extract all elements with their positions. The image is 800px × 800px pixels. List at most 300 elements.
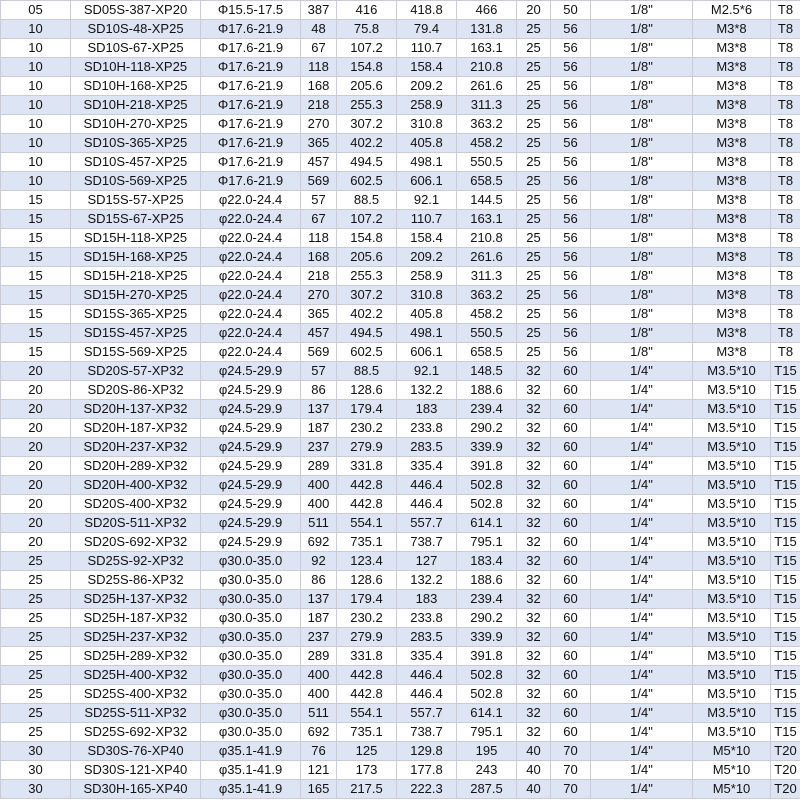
height-cell: 60 <box>551 419 591 438</box>
height-cell: 56 <box>551 305 591 324</box>
model-cell: SD20H-137-XP32 <box>71 400 201 419</box>
length-cell: 457 <box>301 153 337 172</box>
dim-b-cell: 258.9 <box>397 267 457 286</box>
dim-b-cell: 405.8 <box>397 305 457 324</box>
model-cell: SD10H-118-XP25 <box>71 58 201 77</box>
model-cell: SD20H-400-XP32 <box>71 476 201 495</box>
thread-cell: 1/4" <box>591 704 693 723</box>
screw-cell: M3.5*10 <box>693 666 771 685</box>
dim-c-cell: 391.8 <box>457 647 517 666</box>
height-cell: 56 <box>551 191 591 210</box>
torx-cell: T8 <box>771 134 800 153</box>
dim-c-cell: 239.4 <box>457 590 517 609</box>
screw-cell: M3.5*10 <box>693 552 771 571</box>
length-cell: 270 <box>301 115 337 134</box>
size-cell: 25 <box>1 552 71 571</box>
thread-cell: 1/8" <box>591 153 693 172</box>
height-cell: 60 <box>551 438 591 457</box>
table-row <box>1 761 800 780</box>
size-cell: 20 <box>1 514 71 533</box>
table-row <box>1 495 800 514</box>
width-cell: 32 <box>517 628 551 647</box>
size-cell: 10 <box>1 39 71 58</box>
torx-cell: T15 <box>771 438 800 457</box>
dim-c-cell: 614.1 <box>457 704 517 723</box>
dim-a-cell: 88.5 <box>337 191 397 210</box>
dim-c-cell: 391.8 <box>457 457 517 476</box>
dim-c-cell: 363.2 <box>457 286 517 305</box>
height-cell: 60 <box>551 476 591 495</box>
width-cell: 32 <box>517 514 551 533</box>
torx-cell: T8 <box>771 305 800 324</box>
diameter-range-cell: Φ17.6-21.9 <box>201 58 301 77</box>
width-cell: 25 <box>517 58 551 77</box>
height-cell: 60 <box>551 628 591 647</box>
dim-b-cell: 446.4 <box>397 685 457 704</box>
size-cell: 10 <box>1 58 71 77</box>
dim-a-cell: 494.5 <box>337 153 397 172</box>
dim-c-cell: 188.6 <box>457 571 517 590</box>
dim-c-cell: 311.3 <box>457 96 517 115</box>
thread-cell: 1/4" <box>591 552 693 571</box>
model-cell: SD30S-121-XP40 <box>71 761 201 780</box>
diameter-range-cell: φ24.5-29.9 <box>201 514 301 533</box>
torx-cell: T8 <box>771 172 800 191</box>
width-cell: 32 <box>517 685 551 704</box>
thread-cell: 1/8" <box>591 229 693 248</box>
diameter-range-cell: φ30.0-35.0 <box>201 628 301 647</box>
thread-cell: 1/8" <box>591 20 693 39</box>
diameter-range-cell: φ24.5-29.9 <box>201 438 301 457</box>
dim-b-cell: 177.8 <box>397 761 457 780</box>
model-cell: SD15H-218-XP25 <box>71 267 201 286</box>
width-cell: 32 <box>517 457 551 476</box>
model-cell: SD25S-511-XP32 <box>71 704 201 723</box>
table-row <box>1 324 800 343</box>
table-row <box>1 115 800 134</box>
model-cell: SD25S-400-XP32 <box>71 685 201 704</box>
screw-cell: M5*10 <box>693 761 771 780</box>
height-cell: 70 <box>551 742 591 761</box>
screw-cell: M3.5*10 <box>693 400 771 419</box>
length-cell: 511 <box>301 514 337 533</box>
size-cell: 15 <box>1 229 71 248</box>
length-cell: 121 <box>301 761 337 780</box>
table-row <box>1 343 800 362</box>
model-cell: SD10S-365-XP25 <box>71 134 201 153</box>
height-cell: 60 <box>551 362 591 381</box>
dim-a-cell: 123.4 <box>337 552 397 571</box>
dim-b-cell: 418.8 <box>397 1 457 20</box>
dim-a-cell: 205.6 <box>337 248 397 267</box>
dim-c-cell: 658.5 <box>457 172 517 191</box>
model-cell: SD25S-92-XP32 <box>71 552 201 571</box>
thread-cell: 1/4" <box>591 514 693 533</box>
dim-a-cell: 494.5 <box>337 324 397 343</box>
width-cell: 32 <box>517 381 551 400</box>
length-cell: 86 <box>301 381 337 400</box>
height-cell: 56 <box>551 286 591 305</box>
height-cell: 60 <box>551 723 591 742</box>
length-cell: 118 <box>301 229 337 248</box>
diameter-range-cell: φ30.0-35.0 <box>201 590 301 609</box>
table-row <box>1 77 800 96</box>
thread-cell: 1/8" <box>591 1 693 20</box>
size-cell: 30 <box>1 761 71 780</box>
dim-a-cell: 331.8 <box>337 647 397 666</box>
dim-a-cell: 735.1 <box>337 533 397 552</box>
dim-c-cell: 195 <box>457 742 517 761</box>
table-row <box>1 286 800 305</box>
width-cell: 40 <box>517 780 551 799</box>
size-cell: 30 <box>1 742 71 761</box>
dim-c-cell: 163.1 <box>457 210 517 229</box>
height-cell: 56 <box>551 229 591 248</box>
screw-cell: M3.5*10 <box>693 685 771 704</box>
length-cell: 400 <box>301 476 337 495</box>
torx-cell: T8 <box>771 191 800 210</box>
diameter-range-cell: φ22.0-24.4 <box>201 324 301 343</box>
dim-c-cell: 339.9 <box>457 628 517 647</box>
dim-b-cell: 335.4 <box>397 457 457 476</box>
dim-a-cell: 416 <box>337 1 397 20</box>
model-cell: SD15S-457-XP25 <box>71 324 201 343</box>
width-cell: 25 <box>517 305 551 324</box>
model-cell: SD15S-569-XP25 <box>71 343 201 362</box>
height-cell: 56 <box>551 77 591 96</box>
thread-cell: 1/4" <box>591 780 693 799</box>
screw-cell: M5*10 <box>693 742 771 761</box>
length-cell: 187 <box>301 419 337 438</box>
width-cell: 25 <box>517 115 551 134</box>
dim-a-cell: 107.2 <box>337 210 397 229</box>
height-cell: 70 <box>551 761 591 780</box>
dim-a-cell: 402.2 <box>337 134 397 153</box>
diameter-range-cell: φ24.5-29.9 <box>201 533 301 552</box>
diameter-range-cell: φ22.0-24.4 <box>201 343 301 362</box>
torx-cell: T15 <box>771 571 800 590</box>
table-row <box>1 229 800 248</box>
torx-cell: T8 <box>771 96 800 115</box>
width-cell: 25 <box>517 96 551 115</box>
dim-a-cell: 230.2 <box>337 609 397 628</box>
dim-c-cell: 131.8 <box>457 20 517 39</box>
diameter-range-cell: Φ17.6-21.9 <box>201 77 301 96</box>
width-cell: 32 <box>517 723 551 742</box>
torx-cell: T15 <box>771 628 800 647</box>
thread-cell: 1/4" <box>591 628 693 647</box>
dim-b-cell: 127 <box>397 552 457 571</box>
dim-a-cell: 442.8 <box>337 495 397 514</box>
dim-c-cell: 311.3 <box>457 267 517 286</box>
diameter-range-cell: φ30.0-35.0 <box>201 552 301 571</box>
torx-cell: T15 <box>771 514 800 533</box>
dim-a-cell: 128.6 <box>337 381 397 400</box>
dim-a-cell: 279.9 <box>337 628 397 647</box>
model-cell: SD30S-76-XP40 <box>71 742 201 761</box>
screw-cell: M3.5*10 <box>693 381 771 400</box>
dim-a-cell: 402.2 <box>337 305 397 324</box>
torx-cell: T15 <box>771 400 800 419</box>
screw-cell: M3*8 <box>693 39 771 58</box>
table-row <box>1 400 800 419</box>
diameter-range-cell: Φ17.6-21.9 <box>201 153 301 172</box>
screw-cell: M3*8 <box>693 229 771 248</box>
screw-cell: M3*8 <box>693 210 771 229</box>
thread-cell: 1/8" <box>591 115 693 134</box>
dim-a-cell: 307.2 <box>337 286 397 305</box>
dim-b-cell: 498.1 <box>397 153 457 172</box>
screw-cell: M3*8 <box>693 20 771 39</box>
height-cell: 60 <box>551 609 591 628</box>
dim-c-cell: 163.1 <box>457 39 517 58</box>
dim-c-cell: 261.6 <box>457 77 517 96</box>
torx-cell: T8 <box>771 324 800 343</box>
dim-a-cell: 75.8 <box>337 20 397 39</box>
thread-cell: 1/8" <box>591 96 693 115</box>
height-cell: 56 <box>551 210 591 229</box>
diameter-range-cell: Φ17.6-21.9 <box>201 39 301 58</box>
dim-a-cell: 217.5 <box>337 780 397 799</box>
height-cell: 60 <box>551 552 591 571</box>
length-cell: 137 <box>301 400 337 419</box>
height-cell: 60 <box>551 400 591 419</box>
table-row <box>1 571 800 590</box>
model-cell: SD25S-692-XP32 <box>71 723 201 742</box>
dim-c-cell: 290.2 <box>457 609 517 628</box>
thread-cell: 1/4" <box>591 438 693 457</box>
width-cell: 25 <box>517 153 551 172</box>
thread-cell: 1/4" <box>591 533 693 552</box>
height-cell: 60 <box>551 685 591 704</box>
dim-a-cell: 602.5 <box>337 343 397 362</box>
dim-c-cell: 795.1 <box>457 723 517 742</box>
size-cell: 10 <box>1 134 71 153</box>
width-cell: 32 <box>517 419 551 438</box>
diameter-range-cell: φ24.5-29.9 <box>201 400 301 419</box>
size-cell: 10 <box>1 77 71 96</box>
torx-cell: T15 <box>771 476 800 495</box>
dim-a-cell: 442.8 <box>337 685 397 704</box>
screw-cell: M3.5*10 <box>693 704 771 723</box>
length-cell: 187 <box>301 609 337 628</box>
dim-a-cell: 331.8 <box>337 457 397 476</box>
size-cell: 10 <box>1 115 71 134</box>
thread-cell: 1/8" <box>591 305 693 324</box>
dim-b-cell: 310.8 <box>397 115 457 134</box>
screw-cell: M3*8 <box>693 172 771 191</box>
width-cell: 25 <box>517 267 551 286</box>
torx-cell: T8 <box>771 115 800 134</box>
model-cell: SD20H-237-XP32 <box>71 438 201 457</box>
thread-cell: 1/4" <box>591 685 693 704</box>
dim-c-cell: 210.8 <box>457 229 517 248</box>
diameter-range-cell: φ22.0-24.4 <box>201 286 301 305</box>
height-cell: 56 <box>551 172 591 191</box>
size-cell: 20 <box>1 533 71 552</box>
diameter-range-cell: φ22.0-24.4 <box>201 305 301 324</box>
thread-cell: 1/4" <box>591 457 693 476</box>
width-cell: 25 <box>517 191 551 210</box>
screw-cell: M3.5*10 <box>693 362 771 381</box>
torx-cell: T15 <box>771 704 800 723</box>
width-cell: 25 <box>517 134 551 153</box>
dim-b-cell: 209.2 <box>397 248 457 267</box>
dim-a-cell: 602.5 <box>337 172 397 191</box>
model-cell: SD15H-168-XP25 <box>71 248 201 267</box>
length-cell: 57 <box>301 191 337 210</box>
diameter-range-cell: φ30.0-35.0 <box>201 704 301 723</box>
model-cell: SD10S-457-XP25 <box>71 153 201 172</box>
table-row <box>1 704 800 723</box>
torx-cell: T8 <box>771 58 800 77</box>
length-cell: 57 <box>301 362 337 381</box>
height-cell: 60 <box>551 590 591 609</box>
dim-a-cell: 107.2 <box>337 39 397 58</box>
model-cell: SD10H-270-XP25 <box>71 115 201 134</box>
size-cell: 20 <box>1 476 71 495</box>
dim-c-cell: 210.8 <box>457 58 517 77</box>
thread-cell: 1/8" <box>591 77 693 96</box>
dim-b-cell: 738.7 <box>397 723 457 742</box>
length-cell: 511 <box>301 704 337 723</box>
screw-cell: M3*8 <box>693 267 771 286</box>
diameter-range-cell: Φ17.6-21.9 <box>201 172 301 191</box>
model-cell: SD20S-400-XP32 <box>71 495 201 514</box>
width-cell: 32 <box>517 571 551 590</box>
length-cell: 165 <box>301 780 337 799</box>
model-cell: SD20S-86-XP32 <box>71 381 201 400</box>
width-cell: 32 <box>517 533 551 552</box>
screw-cell: M3.5*10 <box>693 628 771 647</box>
width-cell: 25 <box>517 324 551 343</box>
dim-a-cell: 255.3 <box>337 267 397 286</box>
thread-cell: 1/4" <box>591 609 693 628</box>
screw-cell: M3*8 <box>693 324 771 343</box>
dim-b-cell: 183 <box>397 400 457 419</box>
size-cell: 05 <box>1 1 71 20</box>
dim-c-cell: 144.5 <box>457 191 517 210</box>
torx-cell: T8 <box>771 267 800 286</box>
length-cell: 86 <box>301 571 337 590</box>
dim-c-cell: 550.5 <box>457 324 517 343</box>
screw-cell: M3.5*10 <box>693 647 771 666</box>
torx-cell: T15 <box>771 381 800 400</box>
size-cell: 20 <box>1 419 71 438</box>
dim-b-cell: 498.1 <box>397 324 457 343</box>
screw-cell: M3.5*10 <box>693 590 771 609</box>
dim-b-cell: 132.2 <box>397 381 457 400</box>
width-cell: 20 <box>517 1 551 20</box>
model-cell: SD15H-118-XP25 <box>71 229 201 248</box>
diameter-range-cell: φ35.1-41.9 <box>201 742 301 761</box>
torx-cell: T8 <box>771 39 800 58</box>
model-cell: SD20S-57-XP32 <box>71 362 201 381</box>
torx-cell: T8 <box>771 229 800 248</box>
table-row <box>1 58 800 77</box>
width-cell: 25 <box>517 77 551 96</box>
dim-c-cell: 502.8 <box>457 666 517 685</box>
diameter-range-cell: φ24.5-29.9 <box>201 362 301 381</box>
torx-cell: T20 <box>771 761 800 780</box>
height-cell: 56 <box>551 39 591 58</box>
screw-cell: M3.5*10 <box>693 723 771 742</box>
diameter-range-cell: Φ17.6-21.9 <box>201 115 301 134</box>
diameter-range-cell: φ22.0-24.4 <box>201 191 301 210</box>
size-cell: 15 <box>1 267 71 286</box>
height-cell: 60 <box>551 533 591 552</box>
torx-cell: T15 <box>771 685 800 704</box>
model-cell: SD25S-86-XP32 <box>71 571 201 590</box>
table-row <box>1 628 800 647</box>
width-cell: 32 <box>517 552 551 571</box>
screw-cell: M3.5*10 <box>693 571 771 590</box>
table-row <box>1 39 800 58</box>
width-cell: 32 <box>517 400 551 419</box>
torx-cell: T15 <box>771 723 800 742</box>
screw-cell: M3*8 <box>693 343 771 362</box>
model-cell: SD30H-165-XP40 <box>71 780 201 799</box>
width-cell: 25 <box>517 39 551 58</box>
dim-b-cell: 110.7 <box>397 210 457 229</box>
width-cell: 25 <box>517 229 551 248</box>
thread-cell: 1/8" <box>591 134 693 153</box>
diameter-range-cell: φ35.1-41.9 <box>201 761 301 780</box>
table-row <box>1 552 800 571</box>
size-cell: 10 <box>1 153 71 172</box>
torx-cell: T20 <box>771 780 800 799</box>
length-cell: 168 <box>301 77 337 96</box>
height-cell: 56 <box>551 267 591 286</box>
torx-cell: T8 <box>771 343 800 362</box>
dim-c-cell: 466 <box>457 1 517 20</box>
thread-cell: 1/4" <box>591 495 693 514</box>
dim-b-cell: 222.3 <box>397 780 457 799</box>
size-cell: 10 <box>1 172 71 191</box>
width-cell: 25 <box>517 210 551 229</box>
torx-cell: T15 <box>771 419 800 438</box>
width-cell: 25 <box>517 20 551 39</box>
dim-b-cell: 258.9 <box>397 96 457 115</box>
size-cell: 25 <box>1 609 71 628</box>
model-cell: SD10H-168-XP25 <box>71 77 201 96</box>
height-cell: 56 <box>551 153 591 172</box>
thread-cell: 1/4" <box>591 723 693 742</box>
size-cell: 20 <box>1 400 71 419</box>
model-cell: SD20H-187-XP32 <box>71 419 201 438</box>
length-cell: 692 <box>301 723 337 742</box>
width-cell: 25 <box>517 343 551 362</box>
thread-cell: 1/4" <box>591 666 693 685</box>
dim-b-cell: 158.4 <box>397 58 457 77</box>
size-cell: 25 <box>1 704 71 723</box>
width-cell: 32 <box>517 666 551 685</box>
diameter-range-cell: φ30.0-35.0 <box>201 666 301 685</box>
width-cell: 32 <box>517 438 551 457</box>
diameter-range-cell: φ24.5-29.9 <box>201 476 301 495</box>
torx-cell: T8 <box>771 286 800 305</box>
width-cell: 25 <box>517 172 551 191</box>
length-cell: 92 <box>301 552 337 571</box>
dim-c-cell: 339.9 <box>457 438 517 457</box>
model-cell: SD10S-569-XP25 <box>71 172 201 191</box>
dim-c-cell: 658.5 <box>457 343 517 362</box>
width-cell: 32 <box>517 476 551 495</box>
dim-c-cell: 183.4 <box>457 552 517 571</box>
screw-cell: M3*8 <box>693 58 771 77</box>
size-cell: 20 <box>1 438 71 457</box>
dim-b-cell: 446.4 <box>397 476 457 495</box>
